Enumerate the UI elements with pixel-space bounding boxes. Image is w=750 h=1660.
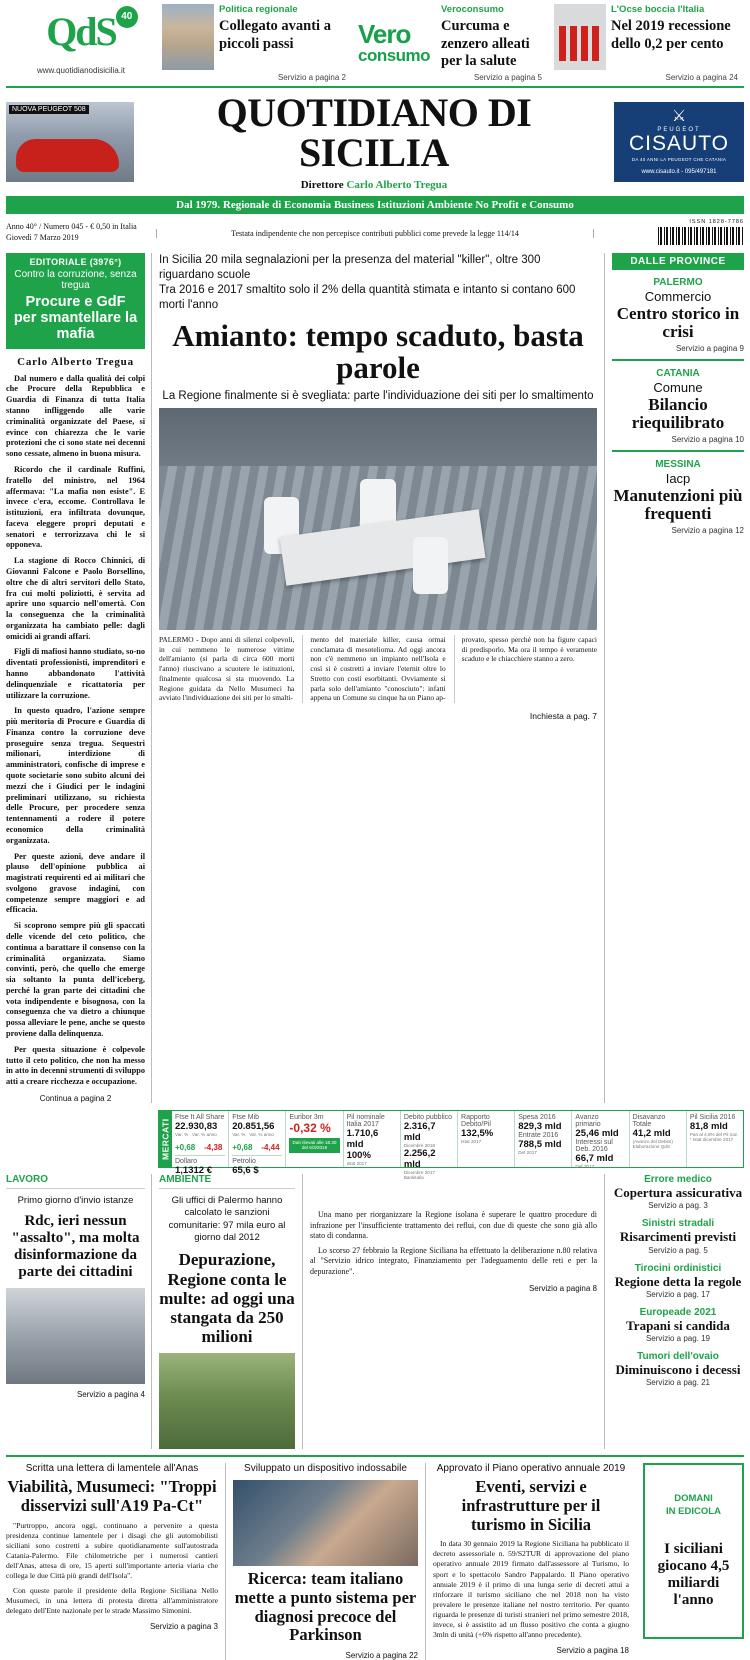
pil-nominale-label: Pil nominale Italia 2017 <box>346 1113 385 1128</box>
province-service: Servizio a pagina 9 <box>675 344 744 354</box>
cisauto-contact[interactable]: www.cisauto.it - 095/497181 <box>641 168 717 175</box>
mercati-cell-euribor <box>286 1111 343 1167</box>
ambiente-service: Servizio a pagina 8 <box>528 1283 597 1293</box>
editorial-author: Carlo Alberto Tregua <box>17 355 134 368</box>
editorial-paragraph: Si scoprono sempre più gli spaccati delle vicende del ceto politico, che continua a barattare il consenso con la criminalità organizzata. Siamo convinti, però, che quello che emerge sia soltanto la punta dell'iceberg, perché la gran parte dei cittadini che vota indipendente e bisognosa, con la conseguenza che va dietro a chiunque possa alleviare le pene, anche se questo proviene dalla delinquenza. <box>6 921 145 1039</box>
barcode-icon <box>658 227 744 245</box>
lavoro-column <box>6 1174 152 1449</box>
turismo-story <box>426 1463 636 1660</box>
ambiente-kicker: AMBIENTE <box>159 1174 295 1189</box>
euribor-label: Euribor 3m <box>289 1113 324 1121</box>
lead-subhead: La Regione finalmente si è svegliata: parte l'individuazione dei siti per lo smaltimento <box>162 389 594 402</box>
mercati-tab-label: MERCATI <box>159 1111 172 1167</box>
viabilita-body <box>6 1521 218 1617</box>
brief-title[interactable]: Trapani si candida <box>626 1317 730 1333</box>
brief-kicker: Tirocini ordinistici <box>634 1262 722 1274</box>
brief-title[interactable]: Risarcimenti previsti <box>619 1229 737 1245</box>
main-grid <box>6 253 744 1103</box>
ftse-mib-value: 20.851,56 <box>232 1120 275 1132</box>
province-column <box>604 253 744 1103</box>
debito-label: Debito pubblico <box>403 1113 453 1121</box>
editorial-headbox[interactable] <box>6 253 145 349</box>
interessi-label: Interessi sul Deb. 2016 <box>575 1138 613 1153</box>
mercati-cell-debito-pubblico <box>401 1111 458 1180</box>
briefs-column <box>604 1174 744 1449</box>
edition-date: Giovedì 7 Marzo 2019 <box>6 233 79 242</box>
caption-col-1: PALERMO - Dopo anni di silenzi colpevoli, in cui nemmeno le numerose vittime dell'amianto (si parla di circa 600 morti l'anno) riuscivano a scuotere le istituzioni, finalmente qualcosa si sta muovendo. La Regione guidata da Nello Musumeci ha avviato l'individuazione dei siti per lo smalti- <box>159 634 295 703</box>
editorial-paragraph: La stagione di Rocco Chinnici, di Giovanni Falcone e Paolo Borsellino, oltre che di altri servitori dello Stato, fra cui molti poliziotti, è servita ad aprire uno squarcio nell'omertà. Con la conseguenza che la criminalità organizzata ha cambiato pelle: dagli omicidi ai grandi affari. <box>6 556 145 641</box>
lavoro-kicker: LAVORO <box>6 1174 145 1189</box>
brief-service: Servizio a pag. 21 <box>645 1378 711 1388</box>
mercati-cell-disavanzo <box>630 1111 687 1167</box>
entrate-label: Entrate 2016 <box>518 1131 559 1139</box>
pil-sicilia-source: * Istat dicembre 2017 <box>689 1136 734 1142</box>
top-promo-item-1[interactable] <box>156 4 352 82</box>
mercati-cell-rapporto-debito-pil <box>458 1111 515 1167</box>
turismo-title[interactable]: Eventi, servizi e infrastrutture per il turismo in Sicilia <box>461 1477 601 1534</box>
peugeot-ad-label: NUOVA PEUGEOT 508 <box>9 105 89 114</box>
ftse-allshare-change-up: +0,68 <box>175 1142 196 1152</box>
editorial-paragraph: Dal numero e dalla qualità dei colpi che Procure della Repubblica e Guardia di Finanza di tutta Italia stanno infliggendo alle varie criminalità organizzate del Paese, si evince con chiarezza che le varie protezioni che ci sono state nei decenni sono cessate, almeno in buona misura. <box>6 373 145 459</box>
pil-nominale-source: Istat 2017 <box>346 1160 367 1166</box>
avanzo-value: 25,46 mld <box>575 1127 619 1139</box>
mercati-spacer <box>6 1110 152 1168</box>
debito-source: Bankitalia <box>403 1174 424 1180</box>
editorial-title-line2: per smantellare la mafia <box>13 310 138 343</box>
ftse-allshare-change-dn: -4,38 <box>204 1142 223 1152</box>
province-item-palermo[interactable] <box>612 270 744 359</box>
petrolio-value: 65,6 $ <box>232 1164 259 1176</box>
peugeot-lion-icon: ⚔ <box>671 108 687 126</box>
veroconsumo-logo <box>358 4 436 82</box>
editorial-title-line1: Procure e GdF <box>25 294 126 310</box>
turismo-paragraph: In data 30 gennaio 2019 la Regione Siciliana ha pubblicato il decreto assessoriale n. 59/S2TUR di approvazione del piano operativo annuale 2019 firmato dall'assessore al Turismo, lo sport e lo spettacolo Sandro Pappalardo. Il Piano operativo annuale 2019 è il primo di una lunga serie di decreti attui a rinforzare il turismo siciliano che nel 2018 non ha visto prevalere le presenze italiane nel nostro territorio. Per quanto riguarda le presenze di turisti stranieri nel primo semestre 2018, invece, si è assistito ad un flusso positivo che conta a giugno 3mln di unità (+6% rispetto all'anno precedente). <box>433 1539 629 1640</box>
brief-tirocini-ordinistici[interactable] <box>612 1263 744 1299</box>
ambiente-title[interactable]: Depurazione, Regione conta le multe: ad oggi una stangata da 250 milioni <box>159 1250 295 1347</box>
province-item-messina[interactable] <box>612 450 744 541</box>
promo-3-title[interactable]: Nel 2019 recessione dello 0,2 per cento <box>611 18 731 52</box>
disavanzo-label: Disavanzo Totale <box>632 1113 666 1128</box>
editorial-body <box>6 374 145 1088</box>
pil-nominale-value: 1.710,6 mld <box>346 1127 379 1150</box>
ftse-mib-sub2: Var. % anno <box>249 1131 274 1137</box>
brief-title[interactable]: Diminuiscono i decessi <box>615 1362 741 1378</box>
cisauto-ad-right[interactable] <box>614 102 744 182</box>
disavanzo-value: 41,2 mld <box>632 1127 671 1139</box>
ambiente-body <box>310 1210 597 1278</box>
edition-info-left <box>6 222 156 244</box>
qds-anniversary-badge: 40 <box>116 6 138 28</box>
province-kicker: Iacp <box>665 471 691 487</box>
ftse-mib-change-up: +0,68 <box>232 1142 253 1152</box>
avanzo-source: Def 2017 <box>575 1163 595 1169</box>
edition-number: Anno 40° / Numero 045 - € 0,50 in Italia <box>6 222 137 232</box>
debito-value: 2.316,7 mld <box>403 1120 436 1143</box>
avanzo-label: Avanzo primario <box>575 1113 601 1128</box>
turismo-overline: Approvato il Piano operativo annuale 2019 <box>436 1463 626 1475</box>
viabilita-overline: Scritta una lettera di lamentele all'Anas <box>25 1463 199 1475</box>
cisauto-dealer: CISAUTO <box>629 132 729 156</box>
website-url[interactable]: www.quotidianodisicilia.it <box>36 65 126 75</box>
province-service: Servizio a pagina 12 <box>671 526 744 536</box>
editorial-paragraph: Per queste azioni, deve andare il plauso dell'opinione pubblica ai magistrati requirenti ed ai militari che svolgono gravose indagini, con competenze sempre maggiori e ad efficacia. <box>6 851 145 915</box>
promo-1-service: Servizio a pagina 2 <box>277 73 346 82</box>
rapporto-label: Rapporto Debito/Pil <box>461 1113 491 1128</box>
masthead <box>6 88 744 193</box>
ricerca-overline: Sviluppato un dispositivo indossabile <box>244 1463 407 1475</box>
pil-sicilia-sub: Pari al 4,8% del Pil naz. <box>689 1131 739 1137</box>
promo-3-service: Servizio a pagina 24 <box>665 73 738 82</box>
turismo-body <box>433 1539 629 1640</box>
vero-logo-top: Vero <box>358 19 411 50</box>
director-name: Carlo Alberto Tregua <box>346 179 448 191</box>
domani-column <box>636 1463 744 1660</box>
euribor-note: Dati rilevati alle 18.30 del 6/3/2019 <box>289 1138 339 1153</box>
brief-kicker: Sinistri stradali <box>641 1218 715 1230</box>
province-item-catania[interactable] <box>612 359 744 450</box>
cisauto-brand: PEUGEOT <box>657 127 701 134</box>
vero-logo-bottom: consumo <box>358 45 431 65</box>
province-kicker: Comune <box>653 380 703 396</box>
editorial-subtitle: Contro la corruzione, senza tregua <box>14 269 137 291</box>
lead-overline-2: Tra 2016 e 2017 smaltito solo il 2% della quantità stimata e intanto si contano 600 morti l'anno <box>159 283 576 311</box>
ftse-allshare-sub2: Var. % anno <box>192 1131 217 1137</box>
domani-kicker-line1: DOMANI <box>674 1493 713 1504</box>
lead-headline[interactable]: Amianto: tempo scaduto, basta parole <box>172 317 584 386</box>
lead-caption <box>159 635 597 703</box>
editorial-paragraph: In questo quadro, l'azione sempre più meritoria di Procure e Guardia di Finanza contro la corruzione deve proseguire senza tregua. Sequestri milionari, interdizione di amministratori, confische di imprese e quote societarie sono subìto alcuni dei mezzi che i Giudici per le indagini preliminari utilizzano, su richiesta delle Procure, per procedere senza tentennamenti a rodere il potere economico della criminalità organizzata. <box>6 706 145 845</box>
brief-tumori-ovaio[interactable] <box>612 1351 744 1387</box>
brief-service: Servizio a pag. 3 <box>648 1201 708 1211</box>
lavoro-title[interactable]: Rdc, ieri nessun "assalto", ma molta disinformazione da parte dei cittadini <box>11 1213 140 1281</box>
editorial-paragraph: Ricordo che il cardinale Ruffini, fratello del ministro, nel 1964 affermava: "La mafia non esiste". E invece c'era, eccome. Controllava le istituzioni, era infiltrata dovunque, faceva eleggere propri deputati e senatori e terrorizzava chi le si opponeva. <box>6 464 145 550</box>
elderly-hands-photo <box>233 1480 418 1566</box>
ambiente-column-text <box>302 1174 604 1449</box>
euribor-value: -0,32 % <box>289 1120 331 1135</box>
depuration-plant-photo <box>159 1353 295 1449</box>
brief-errore-medico[interactable] <box>612 1174 744 1210</box>
pil-sicilia-value: 81,8 mld <box>689 1120 728 1132</box>
ricerca-service: Servizio a pagina 22 <box>345 1650 418 1660</box>
qds-wordmark <box>46 8 133 54</box>
viabilita-title[interactable]: Viabilità, Musumeci: "Troppi disservizi sull'A19 Pa-Ct" <box>7 1477 217 1515</box>
editorial-kicker: EDITORIALE (3976°) <box>29 257 122 267</box>
spesa-source: Def 2017 <box>518 1149 537 1155</box>
province-city: CATANIA <box>656 368 700 380</box>
brief-kicker: Europeade 2021 <box>639 1306 717 1318</box>
promo-2-kicker: Veroconsumo <box>441 4 504 15</box>
brief-sinistri-stradali[interactable] <box>612 1218 744 1254</box>
disavanzo-sub: (Avanzo del Debito) <box>632 1138 673 1144</box>
brief-kicker: Errore medico <box>644 1173 712 1185</box>
lavoro-service: Servizio a pagina 4 <box>76 1390 145 1400</box>
brief-kicker: Tumori dell'ovaio <box>637 1351 719 1363</box>
queue-photo <box>6 1288 145 1384</box>
brief-service: Servizio a pag. 5 <box>648 1245 708 1255</box>
viabilita-service: Servizio a pagina 3 <box>149 1622 218 1632</box>
viabilita-paragraph: "Purtroppo, ancora oggi, continuano a pervenire a questa presidenza continue lamentele per i disagi che gli automobilisti siciliani sono costretti a subire quotidianamente sull'autostrada Catania-Palermo. File chilometriche per i numerosi cantieri dell'Anas, attesa di ore, 15 aperti sull'importante arteria viaria che collega le due Città più grandi dell'Isola". <box>6 1520 218 1581</box>
cisauto-tagline: DA 40 ANNI LA PEUGEOT CHE CATANIA <box>631 156 727 162</box>
caption-col-2: mento del materiale killer, causa ormai conclamata di mesotelioma. Ad oggi ancora non c'è nemmeno un impianto nell'Isola e così si è costretti a inviare l'eternit oltre lo Stretto con costi esorbitanti. Ovviamente si parla solo dell'amianto "conosciuto": infatti appena un Comune su cinque ha un Piano ap- <box>302 635 445 703</box>
viabilita-paragraph: Con queste parole il presidente della Regione Siciliana Nello Musumeci, in una lettera di protesta diretta all'amministratore delegato dell'Ente nazionale per le strade Massimo Simonini. <box>6 1586 218 1616</box>
mercati-cell-pil-nominale <box>344 1111 401 1167</box>
rapporto-source: Istat 2017 <box>461 1138 482 1144</box>
editorial-column <box>6 253 152 1103</box>
top-promo-item-3[interactable] <box>548 4 744 82</box>
rapporto-value: 132,5% <box>461 1127 494 1139</box>
mercati-cell-pil-sicilia <box>687 1111 743 1167</box>
lead-inchiesta-link[interactable]: Inchiesta a pag. 7 <box>529 711 597 722</box>
editorial-paragraph: Per questa situazione è colpevole tutto il ceto politico, che non ha messo in atto in decenni strumenti di sviluppo atti a creare ricchezza e occupazione. <box>6 1044 145 1087</box>
promo-1-kicker: Politica regionale <box>219 4 298 15</box>
province-kicker: Commercio <box>644 289 712 304</box>
lavoro-overline: Primo giorno d'invio istanze <box>17 1194 134 1206</box>
turismo-service: Servizio a pagina 18 <box>556 1646 629 1656</box>
ftse-mib-label: Ftse Mib <box>232 1113 260 1121</box>
debito-sub: Dicembre 2018 <box>403 1142 435 1148</box>
palazzo-photo <box>162 4 214 82</box>
dollaro-value: 1,1312 € <box>175 1164 212 1176</box>
promo-3-kicker: L'Ocse boccia l'Italia <box>611 4 705 15</box>
province-service: Servizio a pagina 10 <box>671 435 744 445</box>
promo-2-title[interactable]: Curcuma e zenzero alleati per la salute <box>441 18 530 70</box>
interessi-value: 66,7 mld <box>575 1152 614 1164</box>
debito-value2: 2.256,2 mld <box>403 1147 436 1170</box>
qds-logo-text: QdS <box>46 8 116 54</box>
editorial-paragraph: Figli di mafiosi hanno studiato, so-no diventati professionisti, imprenditori e hanno abbandonato l'attività delinquenziale e ricattatoria per utilizzare la corruzione. <box>6 647 145 700</box>
red-bars-photo <box>554 4 606 82</box>
ftse-allshare-value: 22.930,83 <box>175 1120 218 1132</box>
ftse-allshare-sub1: Var. % <box>175 1131 189 1137</box>
ricerca-title[interactable]: Ricerca: team italiano mette a punto sistema per diagnosi precoce del Parkinson <box>234 1569 417 1645</box>
top-promo-item-2[interactable] <box>352 4 548 82</box>
page-title: QUOTIDIANO DI SICILIA <box>216 90 532 175</box>
bottom-grid <box>6 1455 744 1660</box>
promo-1-title[interactable]: Collegato avanti a piccoli passi <box>219 18 331 52</box>
province-header: DALLE PROVINCE <box>612 253 744 270</box>
issn-code: ISSN 1828-7786 <box>689 219 744 225</box>
director-line <box>140 179 608 191</box>
pil-nominale-value2: 100% <box>346 1149 371 1161</box>
car-photo <box>16 139 118 173</box>
masthead-center <box>140 90 608 191</box>
petrolio-label: Petrolio <box>232 1157 256 1165</box>
brief-title[interactable]: Regione detta la regole <box>614 1273 742 1289</box>
ambiente-paragraph: Una mano per riorganizzare la Regione isolana è superare le quattro procedure di infrazione per l'insufficiente trattamento dei reflui, con due di queste che sono già allo stato di condanna. <box>310 1209 597 1241</box>
domani-in-edicola-box[interactable] <box>643 1463 744 1639</box>
dollaro-label: Dollaro <box>175 1157 198 1165</box>
promo-2-service: Servizio a pagina 5 <box>473 73 542 82</box>
province-title[interactable]: Manutenzioni più frequenti <box>613 486 743 524</box>
ftse-mib-sub1: Var. % <box>232 1131 246 1137</box>
disavanzo-source: Elaborazione QdS <box>632 1143 670 1149</box>
peugeot-ad-left[interactable] <box>6 102 134 182</box>
entrate-value: 788,5 mld <box>518 1138 562 1150</box>
province-title[interactable]: Centro storico in crisi <box>616 304 740 342</box>
mercati-cell-avanzo-primario <box>572 1111 629 1167</box>
ambiente-paragraph: Lo scorso 27 febbraio la Regione Siciliana ha effettuato la deliberazione n.80 relativa al "Servizio idrico integrato, Finanziamento per l'adeguamento delle reti e per la depurazione". <box>310 1245 597 1277</box>
mercati-cell-ftse-mib <box>229 1111 286 1176</box>
mercati-cell-spesa <box>515 1111 572 1167</box>
ambiente-overline: Gli uffici di Palermo hanno calcolato le sanzioni comunitarie: 97 mila euro al giorno dal 2012 <box>168 1194 286 1243</box>
spesa-label: Spesa 2016 <box>518 1113 556 1121</box>
editorial-continues[interactable]: Continua a pagina 2 <box>39 1093 112 1103</box>
ftse-mib-change-dn: -4,44 <box>261 1142 280 1152</box>
brief-title[interactable]: Copertura assicurativa <box>613 1184 743 1200</box>
lead-overline-1: In Sicilia 20 mila segnalazioni per la presenza del material "killer", oltre 300 riguardano scuole <box>159 254 541 281</box>
qds-logo[interactable] <box>6 4 156 82</box>
domani-kicker-line2: IN EDICOLA <box>666 1505 721 1517</box>
lower-grid <box>6 1174 744 1449</box>
province-city: MESSINA <box>655 459 701 471</box>
ricerca-story <box>226 1463 426 1660</box>
ftse-allshare-label: Ftse It All Share <box>175 1113 225 1121</box>
edition-info-line <box>6 214 744 251</box>
pil-sicilia-label: Pil Sicilia 2016 <box>689 1113 736 1121</box>
province-title[interactable]: Bilancio riequilibrato <box>631 395 725 433</box>
mercati-cell-ftse-allshare <box>172 1111 229 1176</box>
province-city: PALERMO <box>653 277 703 288</box>
brief-service: Servizio a pag. 17 <box>645 1289 711 1299</box>
debito-sub2: Dicembre 2017 <box>403 1169 435 1175</box>
top-promo-strip <box>6 4 744 82</box>
lead-story <box>152 253 604 1103</box>
tagline-bar: Dal 1979. Regionale di Economia Business Istituzioni Ambiente No Profit e Consumo <box>6 196 744 214</box>
independence-statement: Testata indipendente che non percepisce contributi pubblici come prevede la legge 114/14 <box>156 229 594 238</box>
spesa-value: 829,3 mld <box>518 1120 562 1132</box>
issn-block <box>594 219 744 247</box>
asbestos-roof-photo <box>159 408 597 630</box>
domani-title: I siciliani giocano 4,5 miliardi l'anno <box>657 1540 730 1609</box>
caption-col-3: provato, spesso perché non ha figure capaci di predisporlo. Ma ora il tempo è veramente scaduto e le chiacchiere stanno a zero. <box>454 635 597 703</box>
brief-europeade-2021[interactable] <box>612 1307 744 1343</box>
brief-service: Servizio a pag. 19 <box>645 1334 711 1344</box>
viabilita-story <box>6 1463 226 1660</box>
ambiente-column-left <box>152 1174 302 1449</box>
director-label: Direttore <box>300 179 344 191</box>
